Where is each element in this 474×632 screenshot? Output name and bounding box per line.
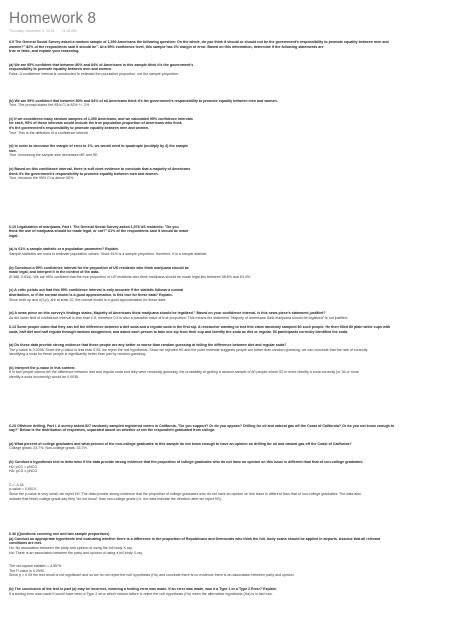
question-text-line: (a) Conduct an appropriate hypothesis test evaluating whether there is a difference in the proportion of Republicans and Democrats who think the full- body scans should be applied in airports. Assume that all relevant — [9, 536, 381, 541]
question-text-line: it's the government's responsibility to promote equality between men and women. — [9, 125, 150, 130]
paragraph — [9, 311, 462, 320]
paragraph — [9, 117, 462, 135]
paragraph-spacer — [9, 433, 462, 442]
question-text-line: 6.10 Legalization of marijuana, Part I. The General Social Survey asked 1,578 US residents: "Do you — [9, 224, 179, 229]
answer-text-line: If a testing error was made it would have been a Type 2 error which means failure to reject the null hypothesis (Ho) when the alternative hypothesis (Ha) is in fact true. — [9, 591, 273, 596]
question-text-line: 6.23 Offshore drilling, Part I. A survey asked 827 randomly sampled registered voters in California, "Do you support? Or do you oppose? Drilling for oil and natural gas off the Coast of California? Or do you not know enough to — [9, 423, 395, 428]
page-title: Homework 8 — [9, 10, 96, 27]
answer-text-line: True, because the 95% CI is above 50% — [9, 176, 74, 181]
paragraph-spacer — [9, 238, 462, 247]
paragraph — [9, 460, 462, 474]
answer-text-line: The P-value is 0.2590. — [9, 568, 45, 573]
paragraph-spacer — [9, 302, 462, 311]
answer-text-line: If in fact people cannot tell the difference between diet and regular soda and they were randomly guessing, the probability of getting a random sample of 80 people where 53 or more identify a soda correctly (or 35 or more — [9, 370, 359, 375]
question-text-line: (b) Conduct a hypothesis test to determine if the data provide strong evidence that the proportion of college graduates who do not have an opinion on this issue is different than that of non-college graduates. — [9, 460, 364, 465]
paragraph — [9, 167, 462, 181]
paragraph — [9, 366, 462, 380]
paragraph — [9, 40, 462, 54]
paragraph-spacer — [9, 77, 462, 99]
answer-text-line: True. This is the definition of a confidence interval. — [9, 130, 89, 135]
answer-text-line: College grads: 23.7%. Non-college grads: 33.7%. — [9, 446, 88, 451]
question-text-line: (a) What percent of college graduates and what percent of the non-college graduates in this sample do not know enough to have an opinion on drilling for oil and natural gas off the Coast of California? — [9, 441, 352, 446]
paragraph-spacer — [9, 357, 462, 366]
answer-text-line: Ho: No association between the party and opinion of using the full body X-ray. — [9, 545, 133, 550]
question-text-line: true or false, and explain your reasoning. — [9, 49, 80, 54]
paragraph — [9, 532, 462, 555]
question-text-line: 6.5 The General Social Survey asked a random sample of 1,390 Americans the following question: On the whole, do you think it should or should not be the government's responsibility to promote equality between men and — [9, 40, 389, 44]
question-text-line: made legal, and interpret it in the context of the data. — [9, 270, 100, 275]
paragraph-spacer — [9, 158, 462, 167]
question-text-line: soda, half diet and half regular through random assignment, and asked each person to take one sip from their cup and identify the soda as diet or regular. 53 participants correctly identified the soda. — [9, 329, 349, 334]
answer-text-line: Since both np and n(1-p), are at least 10, the normal model is a good approximation for these data. — [9, 297, 167, 302]
paragraph-spacer — [9, 135, 462, 144]
paragraph-spacer — [9, 578, 462, 587]
answer-text-line: The chi-square statistic = 4.5576 — [9, 564, 62, 569]
question-text-line: (a) Do these data provide strong evidence that these people are any better or worse than random guessing at telling the difference between diet and regular soda? — [9, 343, 287, 348]
paragraph — [9, 225, 462, 239]
question-text-line: 6.36 (Questions covering one and two sample proportions) — [9, 532, 110, 537]
answer-text-line: HA: pCG ≠ pNCG — [9, 469, 38, 474]
paragraph-spacer — [9, 380, 462, 402]
question-text-line: (b) Interpret the p-value in this context. — [9, 365, 76, 370]
question-text-line: (c) A critic points out that this 95% confidence interval is only accurate if the statistic follows a normal — [9, 288, 184, 293]
paragraph — [9, 325, 462, 334]
answer-text-line: The p-value is 0.0036. Since the p-value is less than 0.05, we reject the null hypothesis. Since we rejected H0 and the point estimate suggests people are better than random guessing, we can conclude that the rate of correctly — [9, 347, 368, 352]
paragraph — [9, 144, 462, 158]
question-text-line: (d) In order to decrease the margin of error to 1%, we would need to quadruple (multiply by 4) the sample — [9, 144, 189, 149]
paragraph — [9, 99, 462, 108]
paragraph-spacer — [9, 474, 462, 483]
paragraph — [9, 564, 462, 578]
paragraph-spacer — [9, 501, 462, 523]
paragraph-spacer — [9, 181, 462, 203]
question-text-line: women?" 82% of the respondents said it should be". At a 95% confidence level, this sample has 2% margin of error. Based on this information, determine if the following statements are — [9, 44, 324, 49]
paragraph-spacer — [9, 108, 462, 117]
paragraph-spacer — [9, 451, 462, 460]
answer-text-line: identify a soda incorrectly) would be 0.0036. — [9, 375, 80, 380]
answer-text-line: True. Increasing the sample size decreases ME and SE. — [9, 153, 99, 158]
paragraph — [9, 247, 462, 256]
question-text-line: (b) We are 95% confident that between 80% and 84% of all Americans think it's the government's responsibility to promote equality between men and women. — [9, 98, 278, 103]
question-text-line: conditions are met. — [9, 541, 42, 546]
paragraph-spacer — [9, 402, 462, 424]
answer-text-line: Since the p-value is very small, we reject H0. The data provide strong evidence that the proportion of college graduates who do not have an opinion on this issue is different than that of non-college graduates. The data also — [9, 492, 362, 496]
question-text-line: (a) Is 61% a sample statistic or a population parameter? Explain. — [9, 247, 119, 252]
question-text-line: (c) If we considered many random samples of 1,390 Americans, and we calculated 95% confidence intervals — [9, 116, 193, 121]
answer-text-line: indicate that fewer college grads say they "do not know" than non-college grads (i.e. the data indicate the direction after we reject H0). — [9, 496, 222, 501]
question-text-line: think it's the government's responsibility to promote equality between men and women. — [9, 171, 159, 176]
answer-text-line: Sample statistics are used to estimate population values. Since 61% is a sample proportion, therefore, it is a sample statistic. — [9, 252, 208, 257]
answer-text-line: identifying a soda for these people is significantly better than just by random guessing. — [9, 352, 147, 357]
question-text-line: responsibility to promote equality between men and women. — [9, 67, 113, 72]
question-text-line: size. — [9, 148, 17, 153]
paragraph — [9, 343, 462, 357]
paragraph — [9, 587, 462, 596]
answer-text-line: Since p > 0.05 the test result is not significant and so we do not reject the null hypothesis (Ho) and conclude there is no evidence there is an association between party and opinion. — [9, 573, 295, 578]
answer-text-line: True. The prompt states the 95% CI is 82% +/- 2% — [9, 103, 90, 108]
page-timestamp: Thursday, November 5, 2015 11:28 AM — [9, 29, 77, 33]
answer-text-line: p-value = 0.0014 — [9, 487, 36, 492]
answer-text-line: H0: pCG = pNCG — [9, 464, 38, 469]
paragraph — [9, 266, 462, 280]
paragraph-spacer — [9, 54, 462, 63]
paragraph-spacer — [9, 334, 462, 343]
paragraph — [9, 288, 462, 302]
paragraph-spacer — [9, 279, 462, 288]
answer-text-line: As the lower limit of confidence interval is less than 0.5, therefore 0.5 is also a plausible value of true proportion. This means the statement "Majority of Americans think marijuana should be legalized" is not justified. — [9, 315, 348, 320]
paragraph — [9, 63, 462, 77]
question-text-line: think the use of marijuana should be made legal, or not?" 61% of the respondents said it should be made — [9, 229, 189, 234]
question-text-line: (b) Construct a 95% confidence interval for the proportion of US residents who think marijuana should be — [9, 265, 189, 270]
question-text-line: say?" Below is the distribution of responses, separated based on whether or not the respondent graduated from college. — [9, 428, 216, 433]
paragraph-spacer — [9, 203, 462, 225]
question-text-line: (b) The conclusion of the test in part (a) may be incorrect, meaning a testing error was made. If an error was made, was it a Type 1 or a Type 2 Error? Explain. — [9, 586, 277, 591]
question-text-line: distribution, or if the normal model is a good approximation. Is this true for these data? Explain. — [9, 293, 173, 298]
question-text-line: 6.13 Some people claim that they can tell the difference between a diet soda and a regular soda in the first sip. A researcher wanting to test this claim randomly sampled 80 such people. He then filled 80 plain white cups with — [9, 324, 391, 329]
answer-text-line: Z = -3.18 — [9, 482, 24, 487]
paragraph — [9, 442, 462, 451]
paragraph — [9, 483, 462, 501]
note-body — [9, 40, 462, 596]
question-text-line: legal. — [9, 233, 19, 238]
answer-text-line: Ha: There is an association between the party and opinion of using a full body X-ray. — [9, 550, 143, 555]
answer-text-line: (0.586, 0.634). We are 95% confident that the true proportion of US residents who think marijuana should be made legal lies between 58.6% and 63.4%. — [9, 274, 252, 279]
question-text-line: for each, 95% of these intervals would include the true population proportion of Americans who think — [9, 121, 182, 126]
answer-text-line: False. A confidence interval is constructed to estimate the population proportion, not the sample proportion. — [9, 71, 180, 76]
question-text-line: (a) We are 95% confident that between 80% and 84% of Americans in this sample think it's the government's — [9, 62, 194, 67]
paragraph-spacer — [9, 523, 462, 532]
paragraph-spacer — [9, 555, 462, 564]
question-text-line: (d) A news piece on this survey's findings states, Majority of Americans think marijuana should be legalized." Based on your confidence interval, is this news piece's statement justified? — [9, 311, 326, 316]
paragraph — [9, 424, 462, 433]
question-text-line: (e) Based on this confidence interval, there is suff cient evidence to conclude that a majority of Americans — [9, 166, 191, 171]
paragraph-spacer — [9, 257, 462, 266]
